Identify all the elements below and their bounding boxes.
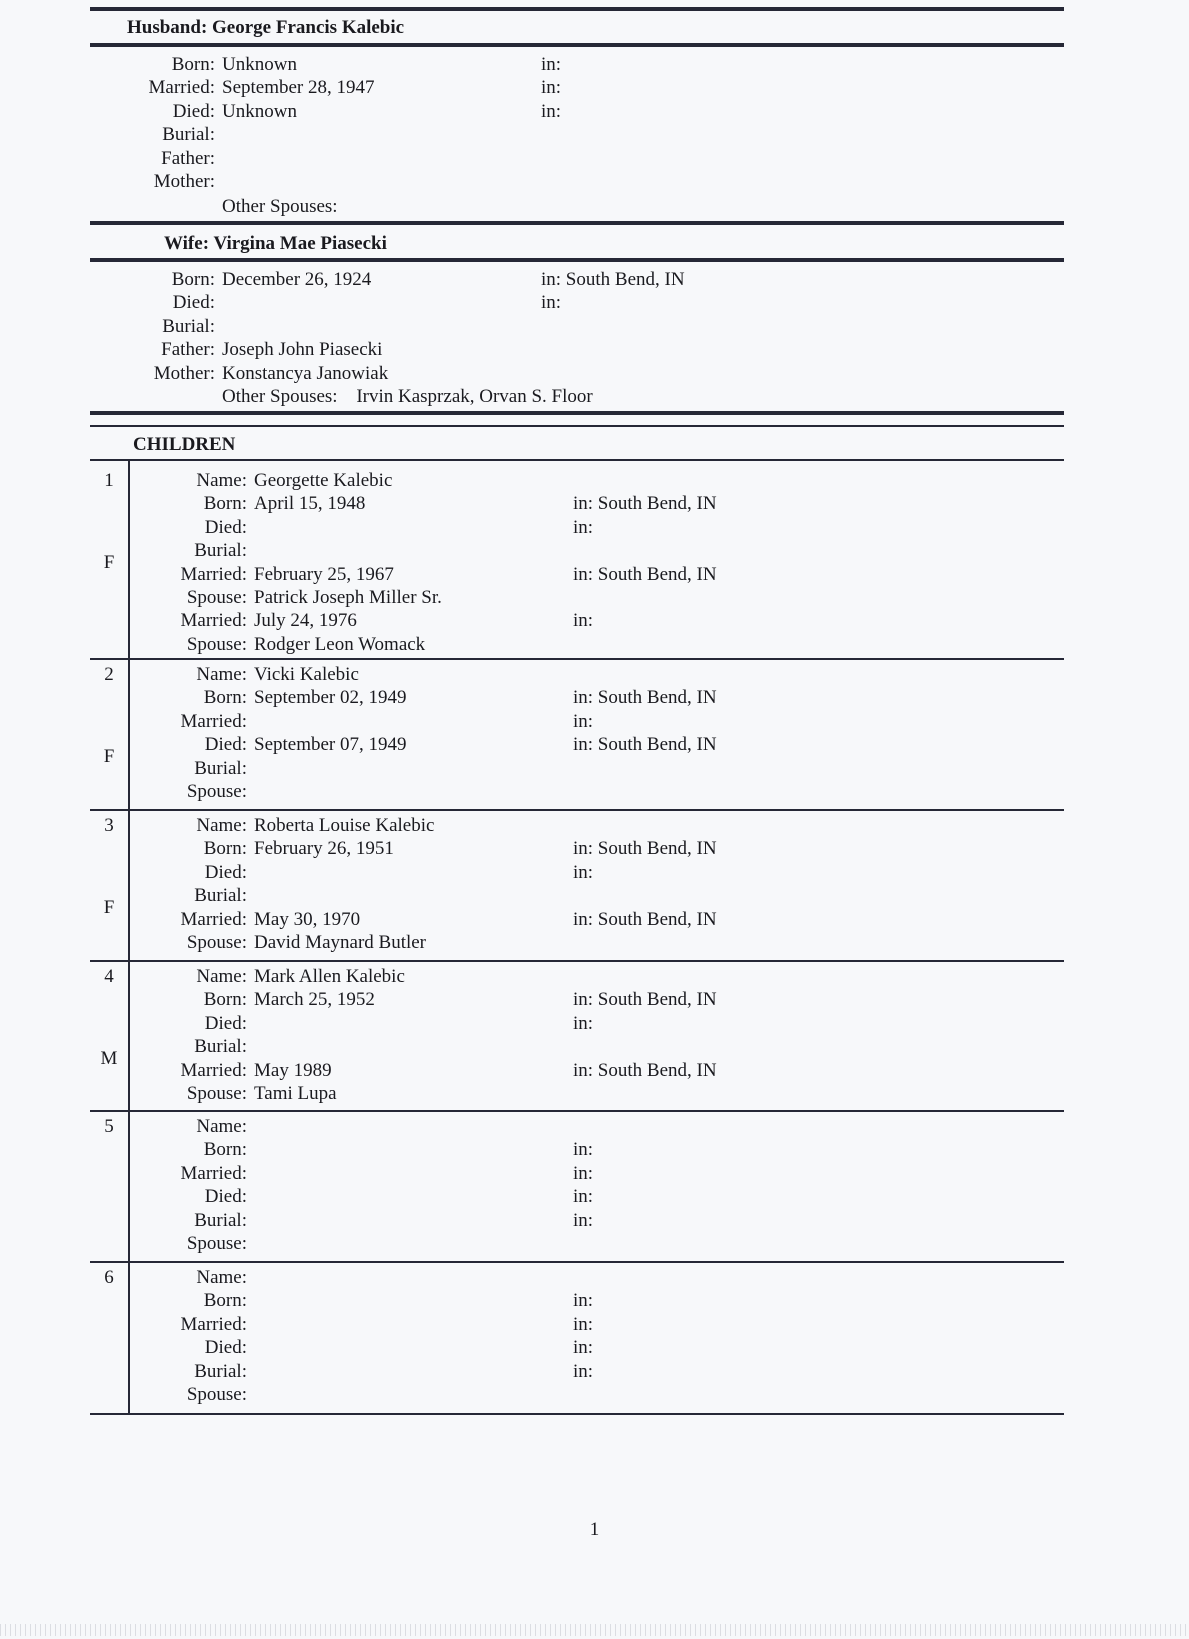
child-2-died-place: in: South Bend, IN bbox=[573, 734, 717, 756]
child-6-burial-row bbox=[0, 1360, 1189, 1383]
wife-burial-row bbox=[0, 315, 1189, 338]
child-1-married-row bbox=[0, 609, 1189, 632]
wife-burial-label: Burial: bbox=[162, 315, 215, 337]
child-1-married-row bbox=[0, 563, 1189, 586]
child-3-died-row bbox=[0, 861, 1189, 884]
child-1-married-label: Married: bbox=[180, 610, 247, 632]
child-sex: M bbox=[100, 1048, 118, 1069]
child-6-name-label: Name: bbox=[196, 1267, 247, 1288]
page-number: 1 bbox=[589, 1519, 600, 1540]
child-1-married-value: July 24, 1976 bbox=[254, 610, 357, 632]
child-1-spouse-value: Patrick Joseph Miller Sr. bbox=[254, 587, 442, 608]
child-2-married-label: Married: bbox=[180, 710, 247, 732]
child-1-spouse-row bbox=[0, 633, 1189, 656]
child-4-born-value: March 25, 1952 bbox=[254, 989, 375, 1011]
child-4-married-place: in: South Bend, IN bbox=[573, 1059, 717, 1081]
child-4-spouse-label: Spouse: bbox=[186, 1083, 247, 1104]
husband-mother-label: Mother: bbox=[153, 171, 215, 192]
child-1-burial-row bbox=[0, 539, 1189, 562]
child-separator bbox=[90, 809, 1064, 811]
child-1-married-label: Married: bbox=[180, 563, 247, 585]
husband-born-label: Born: bbox=[171, 54, 215, 75]
husband-died-place: in: bbox=[541, 100, 562, 122]
child-1-name-value: Georgette Kalebic bbox=[254, 470, 393, 491]
wife-other-spouses-value: Irvin Kasprzak, Orvan S. Floor bbox=[356, 386, 593, 407]
child-1-spouse-value: Rodger Leon Womack bbox=[254, 633, 426, 655]
wife-born-row bbox=[0, 268, 1189, 291]
child-3-burial-label: Burial: bbox=[194, 885, 247, 907]
child-3-spouse-label: Spouse: bbox=[186, 932, 247, 953]
child-number: 1 bbox=[104, 470, 114, 491]
child-3-spouse-value: David Maynard Butler bbox=[254, 932, 427, 953]
child-1-died-row bbox=[0, 516, 1189, 539]
child-2-died-row bbox=[0, 733, 1189, 756]
child-6-married-label: Married: bbox=[180, 1313, 247, 1335]
wife-mother-label: Mother: bbox=[153, 362, 215, 384]
child-4-burial-label: Burial: bbox=[194, 1036, 247, 1058]
child-3-born-row bbox=[0, 837, 1189, 860]
child-1-born-value: April 15, 1948 bbox=[254, 493, 366, 515]
husband-died-label: Died: bbox=[172, 100, 215, 122]
husband-married-label: Married: bbox=[148, 77, 215, 99]
child-4-name-row bbox=[0, 965, 1189, 988]
child-3-name-value: Roberta Louise Kalebic bbox=[254, 815, 435, 836]
wife-rule bbox=[90, 258, 1064, 262]
husband-born-place: in: bbox=[541, 54, 562, 75]
husband-other-spouses bbox=[222, 195, 352, 218]
child-5-born-row bbox=[0, 1138, 1189, 1161]
child-1-spouse-row bbox=[0, 586, 1189, 609]
child-2-born-place: in: South Bend, IN bbox=[573, 687, 717, 709]
child-1-spouse-label: Spouse: bbox=[186, 633, 247, 655]
child-5-born-label: Born: bbox=[203, 1139, 247, 1161]
child-1-born-label: Born: bbox=[203, 493, 247, 515]
child-6-spouse-row bbox=[0, 1383, 1189, 1406]
husband-born-row bbox=[0, 53, 1189, 76]
husband-father-row bbox=[0, 147, 1189, 170]
child-3-born-label: Born: bbox=[203, 838, 247, 860]
child-3-married-value: May 30, 1970 bbox=[254, 908, 361, 930]
child-2-born-label: Born: bbox=[203, 687, 247, 709]
wife-father-label: Father: bbox=[161, 339, 215, 361]
husband-father-label: Father: bbox=[161, 147, 215, 169]
child-2-born-row bbox=[0, 686, 1189, 709]
children-top-rule bbox=[90, 425, 1064, 427]
child-3-died-label: Died: bbox=[204, 861, 247, 883]
wife-header bbox=[164, 233, 387, 255]
wife-bottom-rule bbox=[90, 411, 1064, 415]
child-5-died-row bbox=[0, 1185, 1189, 1208]
child-3-burial-row bbox=[0, 884, 1189, 907]
child-2-burial-row bbox=[0, 757, 1189, 780]
child-3-born-value: February 26, 1951 bbox=[254, 838, 394, 860]
child-5-spouse-row bbox=[0, 1232, 1189, 1255]
husband-header bbox=[127, 17, 404, 39]
child-4-born-row bbox=[0, 988, 1189, 1011]
child-separator bbox=[90, 1261, 1064, 1263]
husband-rule bbox=[90, 43, 1064, 47]
child-2-burial-label: Burial: bbox=[194, 757, 247, 779]
child-2-died-label: Died: bbox=[204, 734, 247, 756]
child-1-name-label: Name: bbox=[196, 470, 247, 491]
wife-other-spouses-label: Other Spouses: bbox=[222, 386, 338, 407]
child-4-born-label: Born: bbox=[203, 989, 247, 1011]
child-6-born-label: Born: bbox=[203, 1290, 247, 1312]
child-sex: F bbox=[103, 552, 115, 573]
wife-father-value: Joseph John Piasecki bbox=[222, 339, 383, 361]
child-2-name-label: Name: bbox=[196, 664, 247, 685]
wife-mother-value: Konstancya Janowiak bbox=[222, 362, 389, 384]
wife-born-label: Born: bbox=[171, 269, 215, 290]
child-2-married-place: in: bbox=[573, 710, 594, 732]
child-2-name-row bbox=[0, 663, 1189, 686]
child-5-name-row bbox=[0, 1115, 1189, 1138]
husband-burial-label: Burial: bbox=[162, 124, 215, 146]
husband-married-row bbox=[0, 76, 1189, 99]
child-5-spouse-label: Spouse: bbox=[186, 1233, 247, 1254]
wife-label: Wife: bbox=[164, 233, 210, 254]
child-2-name-value: Vicki Kalebic bbox=[254, 664, 359, 685]
child-2-married-row bbox=[0, 710, 1189, 733]
child-6-name-row bbox=[0, 1266, 1189, 1289]
child-5-died-place: in: bbox=[573, 1186, 594, 1208]
child-1-burial-label: Burial: bbox=[194, 540, 247, 562]
husband-married-place: in: bbox=[541, 77, 562, 99]
child-separator bbox=[90, 1110, 1064, 1112]
husband-burial-row bbox=[0, 123, 1189, 146]
husband-name: George Francis Kalebic bbox=[212, 17, 405, 38]
child-2-spouse-label: Spouse: bbox=[186, 781, 247, 802]
wife-other-spouses bbox=[222, 385, 593, 408]
child-sex: F bbox=[103, 897, 115, 918]
child-5-married-place: in: bbox=[573, 1162, 594, 1184]
child-6-burial-label: Burial: bbox=[194, 1360, 247, 1382]
child-separator bbox=[90, 960, 1064, 962]
child-4-born-place: in: South Bend, IN bbox=[573, 989, 717, 1011]
child-6-born-row bbox=[0, 1289, 1189, 1312]
child-5-born-place: in: bbox=[573, 1139, 594, 1161]
husband-died-value: Unknown bbox=[222, 100, 297, 122]
wife-top-rule bbox=[90, 221, 1064, 225]
child-3-married-row bbox=[0, 908, 1189, 931]
wife-born-value: December 26, 1924 bbox=[222, 269, 372, 290]
child-4-died-row bbox=[0, 1012, 1189, 1035]
wife-born-place: in: South Bend, IN bbox=[541, 269, 685, 290]
child-5-burial-row bbox=[0, 1209, 1189, 1232]
child-4-burial-row bbox=[0, 1035, 1189, 1058]
wife-died-row bbox=[0, 291, 1189, 314]
husband-label: Husband: bbox=[127, 17, 208, 38]
child-number: 6 bbox=[104, 1267, 114, 1288]
child-1-married-value: February 25, 1967 bbox=[254, 563, 394, 585]
child-3-married-place: in: South Bend, IN bbox=[573, 908, 717, 930]
child-2-born-value: September 02, 1949 bbox=[254, 687, 407, 709]
child-3-married-label: Married: bbox=[180, 908, 247, 930]
child-3-name-row bbox=[0, 814, 1189, 837]
child-6-burial-place: in: bbox=[573, 1360, 594, 1382]
child-6-married-row bbox=[0, 1313, 1189, 1336]
child-1-spouse-label: Spouse: bbox=[186, 587, 247, 608]
perforation-edge bbox=[0, 1624, 1189, 1636]
husband-other-spouses-label: Other Spouses: bbox=[222, 196, 338, 217]
child-6-died-place: in: bbox=[573, 1337, 594, 1359]
husband-mother-row bbox=[0, 170, 1189, 193]
child-4-died-label: Died: bbox=[204, 1012, 247, 1034]
top-rule bbox=[90, 7, 1064, 11]
wife-name: Virgina Mae Piasecki bbox=[213, 233, 387, 254]
husband-died-row bbox=[0, 100, 1189, 123]
child-number: 3 bbox=[104, 815, 114, 836]
child-6-died-label: Died: bbox=[204, 1337, 247, 1359]
child-1-married-place: in: South Bend, IN bbox=[573, 563, 717, 585]
child-sex: F bbox=[103, 746, 115, 767]
child-separator bbox=[90, 1413, 1064, 1415]
child-1-born-row bbox=[0, 492, 1189, 515]
child-1-married-place: in: bbox=[573, 610, 594, 632]
child-4-name-label: Name: bbox=[196, 966, 247, 987]
child-number: 4 bbox=[104, 966, 114, 987]
child-2-died-value: September 07, 1949 bbox=[254, 734, 407, 756]
wife-mother-row bbox=[0, 362, 1189, 385]
child-1-died-place: in: bbox=[573, 516, 594, 538]
child-4-spouse-value: Tami Lupa bbox=[254, 1083, 337, 1104]
child-4-married-row bbox=[0, 1059, 1189, 1082]
child-3-spouse-row bbox=[0, 931, 1189, 954]
child-5-burial-label: Burial: bbox=[194, 1209, 247, 1231]
wife-died-place: in: bbox=[541, 292, 562, 314]
wife-father-row bbox=[0, 338, 1189, 361]
child-6-died-row bbox=[0, 1336, 1189, 1359]
children-title: CHILDREN bbox=[133, 434, 236, 455]
child-5-name-label: Name: bbox=[196, 1116, 247, 1137]
child-4-died-place: in: bbox=[573, 1012, 594, 1034]
child-4-married-value: May 1989 bbox=[254, 1059, 332, 1081]
child-2-spouse-row bbox=[0, 780, 1189, 803]
child-6-spouse-label: Spouse: bbox=[186, 1384, 247, 1405]
child-1-died-label: Died: bbox=[204, 516, 247, 538]
child-separator bbox=[90, 658, 1064, 660]
child-3-name-label: Name: bbox=[196, 815, 247, 836]
child-4-spouse-row bbox=[0, 1082, 1189, 1105]
child-number: 5 bbox=[104, 1116, 114, 1137]
child-6-married-place: in: bbox=[573, 1313, 594, 1335]
wife-died-label: Died: bbox=[172, 292, 215, 314]
child-5-died-label: Died: bbox=[204, 1186, 247, 1208]
husband-married-value: September 28, 1947 bbox=[222, 77, 375, 99]
child-5-burial-place: in: bbox=[573, 1209, 594, 1231]
child-4-married-label: Married: bbox=[180, 1059, 247, 1081]
child-1-born-place: in: South Bend, IN bbox=[573, 493, 717, 515]
children-header-rule bbox=[90, 459, 1064, 461]
child-5-married-row bbox=[0, 1162, 1189, 1185]
child-1-name-row bbox=[0, 469, 1189, 492]
child-5-married-label: Married: bbox=[180, 1162, 247, 1184]
child-3-died-place: in: bbox=[573, 861, 594, 883]
child-number: 2 bbox=[104, 664, 114, 685]
husband-born-value: Unknown bbox=[222, 54, 297, 75]
child-3-born-place: in: South Bend, IN bbox=[573, 838, 717, 860]
child-4-name-value: Mark Allen Kalebic bbox=[254, 966, 405, 987]
child-6-born-place: in: bbox=[573, 1290, 594, 1312]
